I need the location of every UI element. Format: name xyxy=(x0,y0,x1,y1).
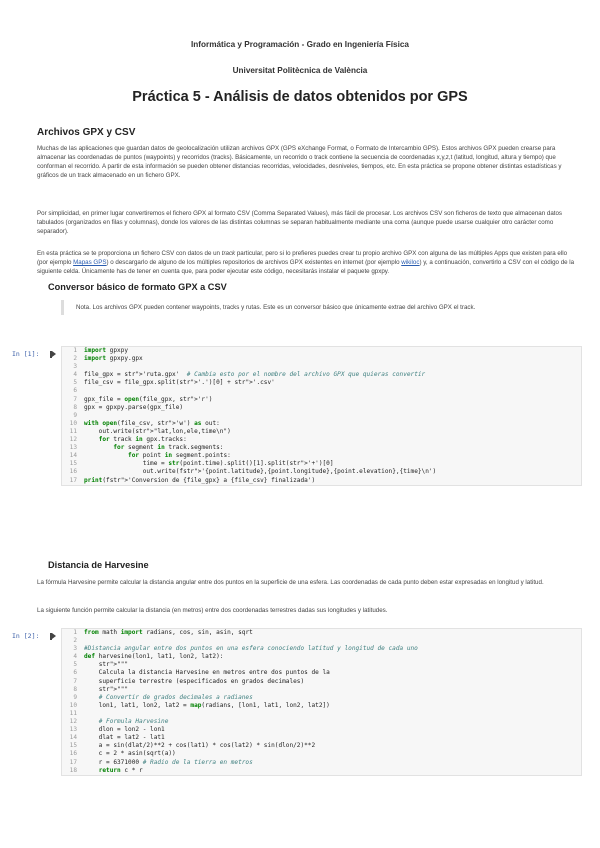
code-text xyxy=(80,637,84,645)
line-number: 5 xyxy=(73,379,77,387)
code-text: file_gpx = str">'ruta.gpx' # Cambia esto por el nombre del archivo GPX que quieras convertir xyxy=(84,371,426,379)
code-line xyxy=(62,460,581,468)
line-number: 6 xyxy=(73,669,77,677)
section-heading-harvesine: Distancia de Harvesine xyxy=(48,560,149,570)
paragraph-practice: En esta práctica se te proporciona un fichero CSV con datos de un track particular, pero si lo prefieres puedes crear tu propio archivo GPX con alguna de las múltiples Apps que existen para ello (por ejemplo Mapas GPS) o descargarlo de alguno de los múltiples repositorios de archivos GPX existentes en internet (por ejemplo wikiloc) y, a continuación, convertirlo a CSV con el código de la siguiente celda. Únicamente has de tener en cuenta que, para poder ejecutar este código, necesitarás instalar el paquete gpxpy. xyxy=(37,250,575,275)
code-text: import gpxpy xyxy=(84,347,129,354)
run-cell-icon[interactable] xyxy=(50,351,56,358)
course-header: Informática y Programación - Grado en Ingeniería Física xyxy=(191,40,409,49)
code-text: print(fstr">'Conversion de {file_gpx} a {file_csv} finalizada') xyxy=(84,476,316,484)
code-text: def harvesine(lon1, lat1, lon2, lat2): xyxy=(84,653,224,661)
subsection-heading-converter: Conversor básico de formato GPX a CSV xyxy=(48,282,227,292)
line-number: 10 xyxy=(69,419,77,427)
code-text xyxy=(80,387,84,395)
code-line xyxy=(62,734,581,742)
paragraph-intro: Muchas de las aplicaciones que guardan datos de geolocalización utilizan archivos GPX (GPS eXchange Format, o Formato de Intercambio GPS). Estos archivos GPX pueden crearse para almacenar las coordenadas de puntos (waypoints) y recorridos (tracks). Básicamente, un recorrido o track contiene la secuencia de coordenadas x,y,z,t (latitud, longitud, altura y tiempo) que conforman el recorrido. A partir de esta información se pueden obtener distancias recorridas, velocidades, desniveles, tiempos, etc. En esta práctica se propone obtener distintas estadísticas y gráficos de un track almacenado en un fichero GPX. xyxy=(37,145,562,179)
line-number: 17 xyxy=(69,758,77,766)
page-title: Práctica 5 - Análisis de datos obtenidos por GPS xyxy=(132,89,468,105)
code-text: file_csv = file_gpx.split(str">'.')[0] + str">'.csv' xyxy=(84,379,275,387)
code-text: # Formula Harvesine xyxy=(98,718,169,726)
code-text: dlon = lon2 - lon1 xyxy=(84,726,165,734)
cell-prompt-1: In [1]: xyxy=(12,350,40,358)
code-line xyxy=(62,477,581,485)
code-line xyxy=(62,468,581,476)
paragraph-harvesine-2: La siguiente función permite calcular la distancia (en metros) entre dos coordenadas terrestres dadas sus longitudes y latitudes. xyxy=(37,607,388,614)
code-line xyxy=(62,629,581,637)
code-line xyxy=(62,678,581,686)
line-number: 5 xyxy=(73,661,77,669)
line-number: 11 xyxy=(69,427,77,435)
code-line xyxy=(62,379,581,387)
line-number: 9 xyxy=(73,693,77,701)
code-text xyxy=(80,710,84,718)
code-cell-2[interactable] xyxy=(61,628,582,776)
code-text: r = 6371000 # Radio de la tierra en metros xyxy=(84,758,253,766)
line-number: 14 xyxy=(69,734,77,742)
cell-prompt-2: In [2]: xyxy=(12,632,40,640)
code-line xyxy=(62,694,581,702)
code-text: time = str(point.time).split()[1].split(str">'+')[0] xyxy=(84,460,334,468)
line-number: 15 xyxy=(69,742,77,750)
line-number: 1 xyxy=(73,347,77,354)
line-number: 1 xyxy=(73,629,77,636)
code-line xyxy=(62,637,581,645)
code-line xyxy=(62,396,581,404)
code-line xyxy=(62,645,581,653)
code-text: out.write(fstr">'{point.latitude},{point.longitude},{point.elevation},{time}\n') xyxy=(84,468,437,476)
code-line xyxy=(62,444,581,452)
line-number: 4 xyxy=(73,653,77,661)
link-wikiloc[interactable]: wikiloc xyxy=(401,259,420,266)
code-text: superficie terrestre (especificados en grados decimales) xyxy=(84,677,305,685)
line-number: 18 xyxy=(69,766,77,774)
code-line xyxy=(62,718,581,726)
code-text: gpx = gpxpy.parse(gpx_file) xyxy=(84,403,184,411)
code-line xyxy=(62,661,581,669)
line-number: 7 xyxy=(73,677,77,685)
code-line xyxy=(62,387,581,395)
code-cell-1[interactable] xyxy=(61,346,582,486)
code-line xyxy=(62,669,581,677)
line-number: 2 xyxy=(73,637,77,645)
paragraph-csv: Por simplicidad, en primer lugar convertiremos el fichero GPX al formato CSV (Comma Separated Values), más fácil de procesar. Los archivos CSV son ficheros de texto que almacenan datos tabulados (organizados en filas y columnas), donde los valores de las distintas columnas se separan habitualmente mediante una coma (aunque puede usarse cualquier otro carácter como separador). xyxy=(37,210,563,235)
code-line xyxy=(62,436,581,444)
code-line xyxy=(62,355,581,363)
line-number: 3 xyxy=(73,645,77,653)
university-header: Universitat Politècnica de València xyxy=(232,66,368,75)
code-text: c = 2 * asin(sqrt(a)) xyxy=(84,750,176,758)
code-text: lon1, lat1, lon2, lat2 = map(radians, [lon1, lat1, lon2, lat2]) xyxy=(84,701,330,709)
code-text: a = sin(dlat/2)**2 + cos(lat1) * cos(lat2) * sin(dlon/2)**2 xyxy=(84,742,316,750)
code-text xyxy=(80,412,84,420)
note-block: Nota. Los archivos GPX pueden contener waypoints, tracks y rutas. Este es un conversor básico que únicamente extrae del archivo GPX el track. xyxy=(61,300,581,315)
code-line xyxy=(62,710,581,718)
code-line xyxy=(62,750,581,758)
link-mapas-gps[interactable]: Mapas GPS xyxy=(73,259,107,266)
code-text: out.write(str">"lat,lon,ele,time\n") xyxy=(84,427,231,435)
line-number: 4 xyxy=(73,371,77,379)
line-number: 8 xyxy=(73,403,77,411)
code-text: for point in segment.points: xyxy=(128,452,231,460)
code-text: gpx_file = open(file_gpx, str">'r') xyxy=(84,395,213,403)
run-cell-icon[interactable] xyxy=(50,633,56,640)
code-line xyxy=(62,702,581,710)
code-line xyxy=(62,759,581,767)
code-line xyxy=(62,742,581,750)
code-line xyxy=(62,686,581,694)
line-number: 6 xyxy=(73,387,77,395)
code-line xyxy=(62,767,581,775)
code-line xyxy=(62,412,581,420)
line-number: 2 xyxy=(73,355,77,363)
line-number: 16 xyxy=(69,750,77,758)
code-text: dlat = lat2 - lat1 xyxy=(84,734,165,742)
line-number: 12 xyxy=(69,718,77,726)
code-line xyxy=(62,404,581,412)
code-text: #Distancia angular entre dos puntos en una esfera conociendo latitud y longitud de cada uno xyxy=(84,645,418,653)
line-number: 12 xyxy=(69,436,77,444)
code-text: Calcula la distancia Harvesine en metros entre dos puntos de la xyxy=(84,669,330,677)
code-text: from math import radians, cos, sin, asin, sqrt xyxy=(84,629,253,636)
line-number: 8 xyxy=(73,685,77,693)
line-number: 14 xyxy=(69,452,77,460)
line-number: 16 xyxy=(69,468,77,476)
code-text: return c * r xyxy=(98,766,143,774)
section-heading-gpx-csv: Archivos GPX y CSV xyxy=(37,127,136,138)
code-line xyxy=(62,452,581,460)
line-number: 15 xyxy=(69,460,77,468)
code-text: import gpxpy.gpx xyxy=(84,355,143,363)
line-number: 7 xyxy=(73,395,77,403)
code-line xyxy=(62,428,581,436)
code-line xyxy=(62,420,581,428)
code-text: str">""" xyxy=(98,685,129,693)
line-number: 13 xyxy=(69,726,77,734)
code-line xyxy=(62,653,581,661)
code-line xyxy=(62,726,581,734)
line-number: 13 xyxy=(69,444,77,452)
line-number: 17 xyxy=(69,476,77,484)
code-line xyxy=(62,371,581,379)
paragraph-harvesine-1: La fórmula Harvesine permite calcular la distancia angular entre dos puntos en la superficie de una esfera. Las coordenadas de cada punto deben estar expresadas en longitud y latitud. xyxy=(37,579,544,586)
code-text: str">""" xyxy=(98,661,129,669)
line-number: 10 xyxy=(69,701,77,709)
code-text: for track in gpx.tracks: xyxy=(98,436,187,444)
code-text: with open(file_csv, str">'w') as out: xyxy=(84,419,220,427)
code-text: for segment in track.segments: xyxy=(113,444,224,452)
code-text: # Convertir de grados decimales a radianes xyxy=(98,693,253,701)
line-number: 3 xyxy=(73,363,77,371)
line-number: 11 xyxy=(69,709,77,717)
line-number: 9 xyxy=(73,411,77,419)
code-line xyxy=(62,347,581,355)
